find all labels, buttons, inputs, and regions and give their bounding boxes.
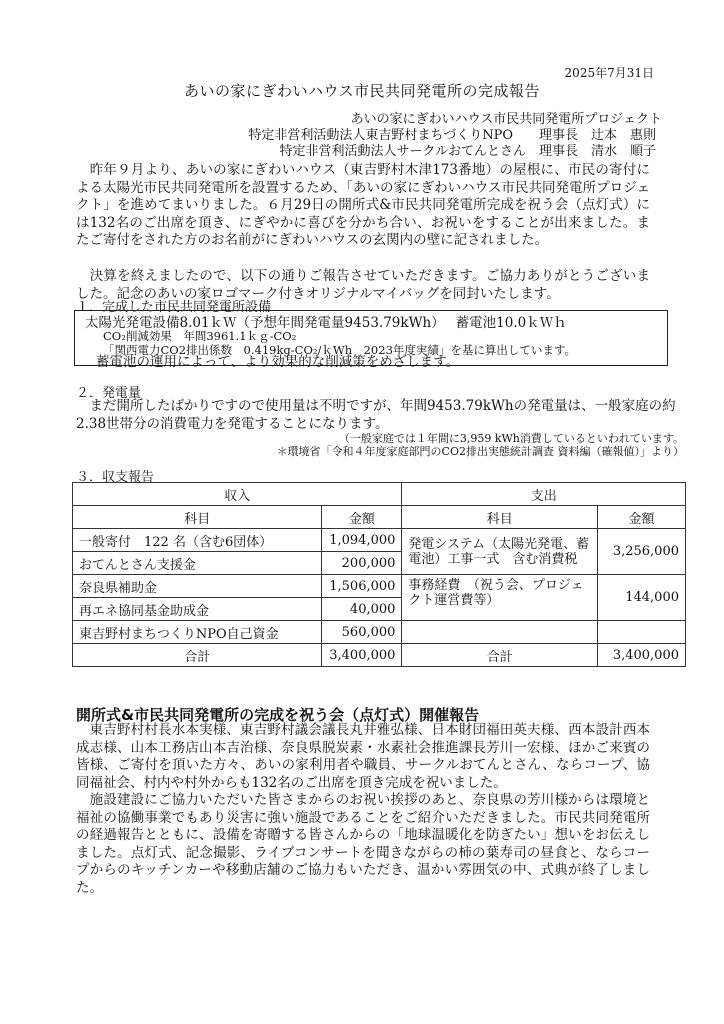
org-npo-1: 特定非営利活動法人東吉野村まちづくりNPO 理事長 辻本 惠則 xyxy=(248,128,656,143)
expense-header: 支出 xyxy=(402,483,686,506)
income-col-item: 科目 xyxy=(73,506,322,529)
co2-reduction-line: CO₂削減効果 年間3961.1ｋｇ-CO₂ xyxy=(103,329,297,343)
document-title: あいの家にぎわいハウス市民共同発電所の完成報告 xyxy=(183,82,541,100)
expense-amount: 144,000 xyxy=(598,575,686,621)
income-item: 東吉野村まちつくりNPO自己資金 xyxy=(73,621,322,644)
finance-table xyxy=(72,482,686,667)
report-paragraph-2: 施設建設にご協力いただいた皆さまからのお祝い挨拶のあと、奈良県の芳川様からは環境と福祉の協働事業でもあり災害に強い施設であることをご紹介いただきました。市民共同発電所の経過報告とともに、設備を寄贈する皆さんからの「地球温暖化を防ぎたい」想いをお伝えしました。点灯式、記念撮影、ライブコンサートを聞きながらの柿の葉寿司の昼食と、ならコープからのキッチンカーや移動店舗のご協力もいただき、温かい雰囲気の中、式典が終了しました。 xyxy=(76,792,650,896)
income-amount: 1,094,000 xyxy=(322,529,402,552)
battery-note: 蓄電池の運用によって、より効果的な削減策をめざします。 xyxy=(96,354,460,370)
expense-col-item: 科目 xyxy=(402,506,598,529)
expense-item: 発電システム（太陽光発電、蓄電池）工事一式 含む消費税 xyxy=(402,529,598,575)
income-item: おてんとさん支援金 xyxy=(73,552,322,575)
org-project: あいの家にぎわいハウス市民共同発電所プロジェクト xyxy=(350,112,662,127)
emission-factor-line: 「関西電力CO2排出係数 0.419kg‐CO₂/ｋWh 2023年度実績」を基に算出しています。 xyxy=(103,343,576,357)
section-3-heading: ３．収支報告 xyxy=(76,470,155,485)
report-date: 2025年7月31日 xyxy=(564,66,654,80)
report-paragraph-1: 東吉野村村長水本実様、東吉野村議会議長丸井雅弘様、日本財団福田英夫様、西本設計西本成志様、山本工務店山本吉治様、奈良県脱炭素・水素社会推進課長芳川一宏様、ほかご来賓の皆様、ご寄付を頂いた方々、あいの家利用者や職員、サークルおてんとさん、ならコープ、協同福祉会、村内や村外からも132名のご出席を頂き完成を祝いました。 xyxy=(76,722,650,791)
expense-item: 事務経費 （祝う会、プロジェクト運営費等） xyxy=(402,575,598,621)
expense-amount: 3,256,000 xyxy=(598,529,686,575)
section-2-heading: ２．発電量 xyxy=(76,386,142,401)
table-row xyxy=(73,621,686,644)
income-amount: 200,000 xyxy=(322,552,402,575)
income-item: 一般寄付 122 名（含む6団体） xyxy=(73,529,322,552)
table-row xyxy=(73,575,686,598)
equipment-line: 太陽光発電設備8.01ｋＷ（予想年間発電量9453.79kWh） 蓄電池10.0ｋＷｈ xyxy=(85,315,567,331)
org-npo-2: 特定非営利活動法人サークルおてんとさん 理事長 清水 順子 xyxy=(279,144,656,159)
income-total-label: 合計 xyxy=(73,644,322,667)
income-header: 収入 xyxy=(73,483,402,506)
generation-note-1: （一般家庭では１年間に3,959 kWh消費しているといわれています。 xyxy=(338,432,684,445)
expense-col-amount: 金額 xyxy=(598,506,686,529)
section-1-heading: １．完成した市民共同発電所設備 xyxy=(76,300,272,315)
income-amount: 560,000 xyxy=(322,621,402,644)
generation-note-2: ＊環境省「令和４年度家庭部門のCO2排出実態統計調査 資料編（確報値）」より） xyxy=(276,445,684,458)
income-item: 奈良県補助金 xyxy=(73,575,322,598)
expense-total: 3,400,000 xyxy=(598,644,686,667)
intro-paragraph-1: 昨年９月より、あいの家にぎわいハウス（東吉野村木津173番地）の屋根に、市民の寄付による太陽光市民共同発電所を設置するため、「あいの家にぎわいハウス市民共同発電所プロジェクト」を進めてまいりました。６月29日の開所式&市民共同発電所完成を祝う会（点灯式）には132名のご出席を頂き、にぎやかに喜びを分かち合い、お祝いをすることが出来ました。またご寄付をされた方のお名前がにぎわいハウスの玄関内の壁に記されました。 xyxy=(76,162,650,248)
income-total: 3,400,000 xyxy=(322,644,402,667)
total-row xyxy=(73,644,686,667)
report-heading: 開所式&市民共同発電所の完成を祝う会（点灯式）開催報告 xyxy=(76,706,480,724)
income-amount: 1,506,000 xyxy=(322,575,402,598)
intro-paragraph-2: 決算を終えましたので、以下の通りご報告させていただきます。ご協力ありがとうございました。記念のあいの家ロゴマーク付きオリジナルマイバッグを同封いたします。 xyxy=(76,268,650,302)
table-row xyxy=(73,529,686,552)
income-col-amount: 金額 xyxy=(322,506,402,529)
generation-body: まだ開所したばかりですので使用量は不明ですが、年間9453.79kWhの発電量は、一般家庭の約2.38世帯分の消費電力を発電することになります。 xyxy=(76,398,676,432)
income-amount: 40,000 xyxy=(322,598,402,621)
empty-cell xyxy=(402,621,598,644)
expense-total-label: 合計 xyxy=(402,644,598,667)
empty-cell xyxy=(598,621,686,644)
income-item: 再エネ協同基金助成金 xyxy=(73,598,322,621)
